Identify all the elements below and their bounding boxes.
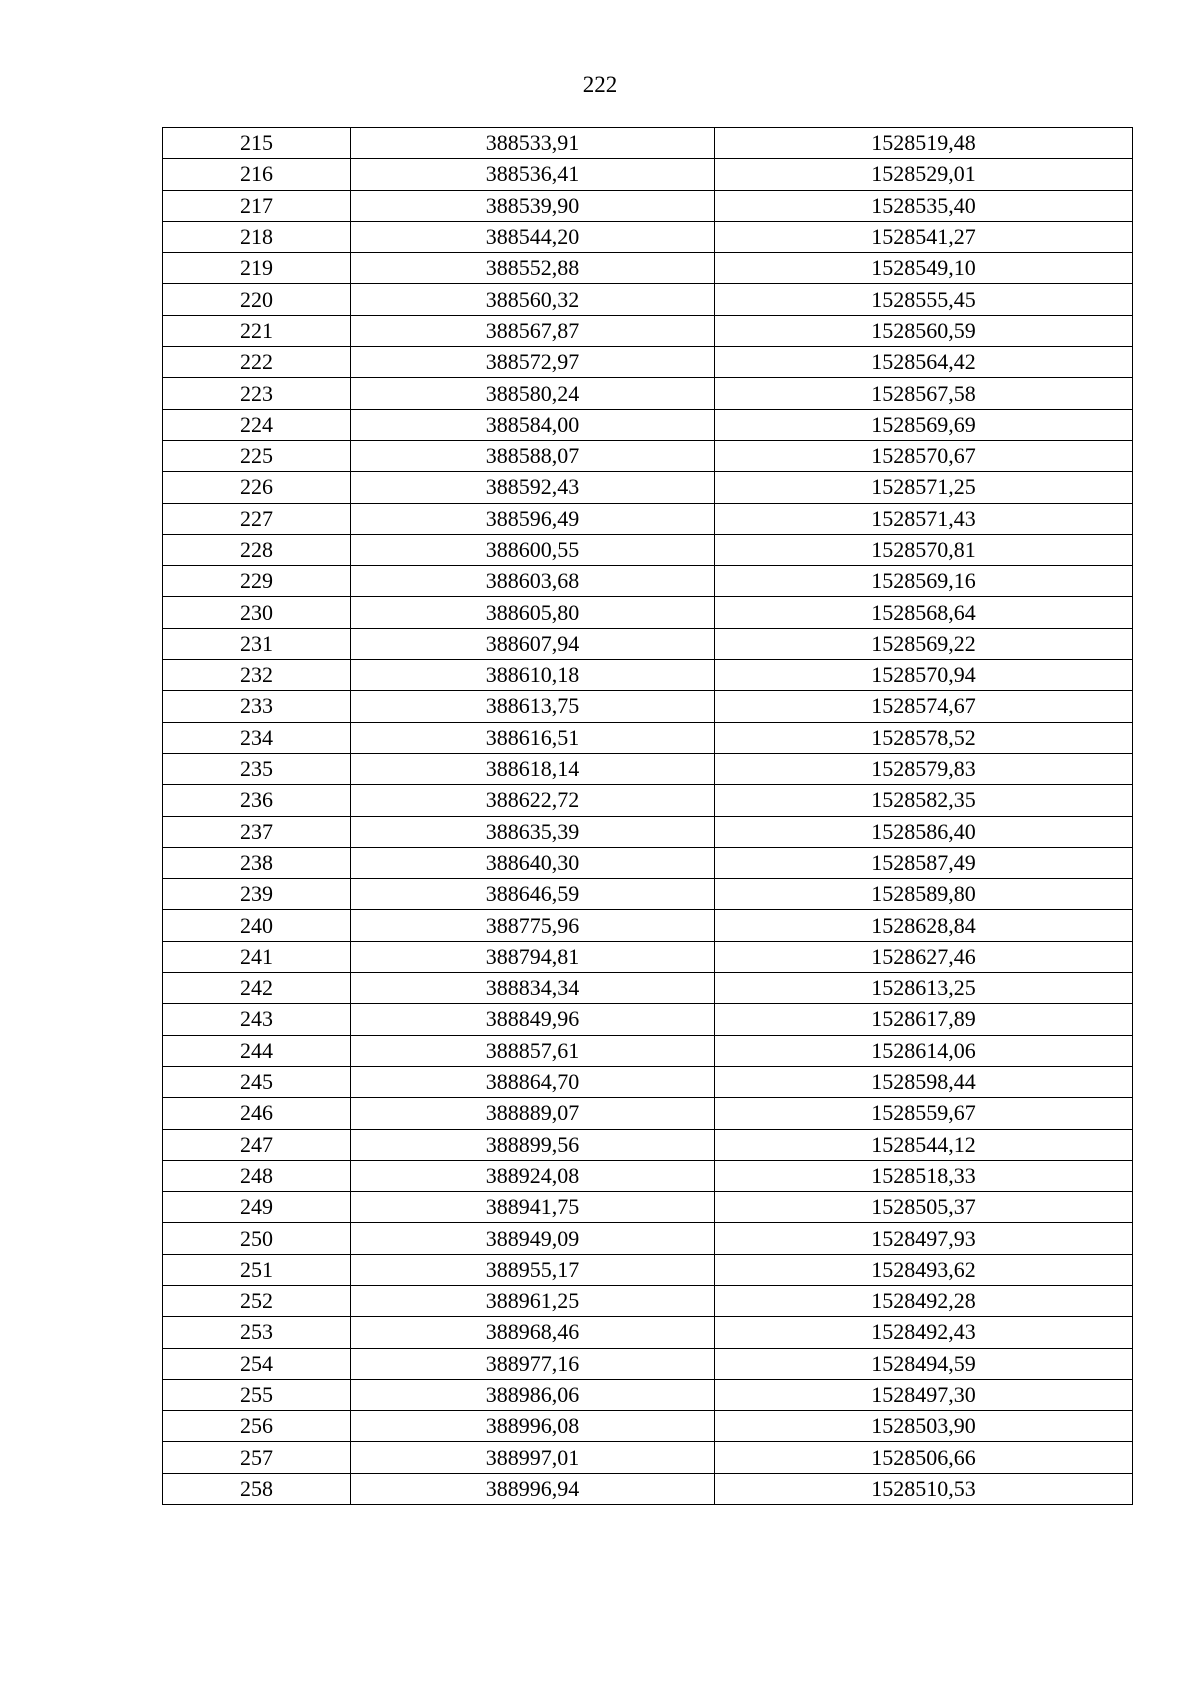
y-coordinate-cell: 1528578,52 (715, 722, 1133, 753)
x-coordinate-cell: 388996,94 (351, 1473, 715, 1504)
point-number-cell: 221 (163, 315, 351, 346)
table-row (163, 566, 1133, 597)
x-coordinate-cell: 388544,20 (351, 221, 715, 252)
y-coordinate-cell: 1528568,64 (715, 597, 1133, 628)
table-row (163, 1254, 1133, 1285)
point-number-cell: 229 (163, 566, 351, 597)
table-row (163, 1473, 1133, 1504)
y-coordinate-cell: 1528579,83 (715, 753, 1133, 784)
table-row (163, 1348, 1133, 1379)
point-number-cell: 246 (163, 1098, 351, 1129)
table-row (163, 1098, 1133, 1129)
x-coordinate-cell: 388794,81 (351, 941, 715, 972)
table-row (163, 879, 1133, 910)
x-coordinate-cell: 388640,30 (351, 847, 715, 878)
table-row (163, 1004, 1133, 1035)
y-coordinate-cell: 1528569,22 (715, 628, 1133, 659)
table-row (163, 847, 1133, 878)
x-coordinate-cell: 388618,14 (351, 753, 715, 784)
x-coordinate-cell: 388849,96 (351, 1004, 715, 1035)
point-number-cell: 218 (163, 221, 351, 252)
y-coordinate-cell: 1528569,69 (715, 409, 1133, 440)
y-coordinate-cell: 1528571,43 (715, 503, 1133, 534)
x-coordinate-cell: 388857,61 (351, 1035, 715, 1066)
point-number-cell: 232 (163, 660, 351, 691)
x-coordinate-cell: 388610,18 (351, 660, 715, 691)
x-coordinate-cell: 388539,90 (351, 190, 715, 221)
y-coordinate-cell: 1528505,37 (715, 1192, 1133, 1223)
x-coordinate-cell: 388968,46 (351, 1317, 715, 1348)
x-coordinate-cell: 388996,08 (351, 1411, 715, 1442)
point-number-cell: 223 (163, 378, 351, 409)
point-number-cell: 217 (163, 190, 351, 221)
point-number-cell: 236 (163, 785, 351, 816)
point-number-cell: 228 (163, 534, 351, 565)
point-number-cell: 243 (163, 1004, 351, 1035)
table-row (163, 378, 1133, 409)
x-coordinate-cell: 388977,16 (351, 1348, 715, 1379)
y-coordinate-cell: 1528586,40 (715, 816, 1133, 847)
y-coordinate-cell: 1528518,33 (715, 1160, 1133, 1191)
point-number-cell: 247 (163, 1129, 351, 1160)
table-row (163, 190, 1133, 221)
table-row (163, 409, 1133, 440)
x-coordinate-cell: 388572,97 (351, 347, 715, 378)
y-coordinate-cell: 1528582,35 (715, 785, 1133, 816)
y-coordinate-cell: 1528564,42 (715, 347, 1133, 378)
x-coordinate-cell: 388613,75 (351, 691, 715, 722)
table-row (163, 816, 1133, 847)
x-coordinate-cell: 388635,39 (351, 816, 715, 847)
point-number-cell: 239 (163, 879, 351, 910)
table-row (163, 691, 1133, 722)
point-number-cell: 230 (163, 597, 351, 628)
y-coordinate-cell: 1528529,01 (715, 159, 1133, 190)
x-coordinate-cell: 388552,88 (351, 253, 715, 284)
point-number-cell: 245 (163, 1066, 351, 1097)
table-row (163, 722, 1133, 753)
y-coordinate-cell: 1528571,25 (715, 472, 1133, 503)
point-number-cell: 226 (163, 472, 351, 503)
y-coordinate-cell: 1528494,59 (715, 1348, 1133, 1379)
table-row (163, 347, 1133, 378)
x-coordinate-cell: 388924,08 (351, 1160, 715, 1191)
x-coordinate-cell: 388616,51 (351, 722, 715, 753)
y-coordinate-cell: 1528549,10 (715, 253, 1133, 284)
y-coordinate-cell: 1528587,49 (715, 847, 1133, 878)
table-row (163, 128, 1133, 159)
point-number-cell: 249 (163, 1192, 351, 1223)
point-number-cell: 224 (163, 409, 351, 440)
y-coordinate-cell: 1528613,25 (715, 973, 1133, 1004)
point-number-cell: 256 (163, 1411, 351, 1442)
y-coordinate-cell: 1528598,44 (715, 1066, 1133, 1097)
y-coordinate-cell: 1528570,67 (715, 440, 1133, 471)
y-coordinate-cell: 1528617,89 (715, 1004, 1133, 1035)
table-row (163, 628, 1133, 659)
y-coordinate-cell: 1528506,66 (715, 1442, 1133, 1473)
x-coordinate-cell: 388596,49 (351, 503, 715, 534)
x-coordinate-cell: 388584,00 (351, 409, 715, 440)
point-number-cell: 225 (163, 440, 351, 471)
point-number-cell: 242 (163, 973, 351, 1004)
x-coordinate-cell: 388864,70 (351, 1066, 715, 1097)
point-number-cell: 233 (163, 691, 351, 722)
point-number-cell: 231 (163, 628, 351, 659)
table-row (163, 440, 1133, 471)
y-coordinate-cell: 1528535,40 (715, 190, 1133, 221)
point-number-cell: 227 (163, 503, 351, 534)
x-coordinate-cell: 388600,55 (351, 534, 715, 565)
table-row (163, 1379, 1133, 1410)
y-coordinate-cell: 1528589,80 (715, 879, 1133, 910)
table-row (163, 253, 1133, 284)
table-row (163, 910, 1133, 941)
x-coordinate-cell: 388961,25 (351, 1285, 715, 1316)
point-number-cell: 237 (163, 816, 351, 847)
x-coordinate-cell: 388775,96 (351, 910, 715, 941)
table-row (163, 1223, 1133, 1254)
x-coordinate-cell: 388580,24 (351, 378, 715, 409)
table-row (163, 1066, 1133, 1097)
point-number-cell: 258 (163, 1473, 351, 1504)
point-number-cell: 241 (163, 941, 351, 972)
x-coordinate-cell: 388560,32 (351, 284, 715, 315)
point-number-cell: 222 (163, 347, 351, 378)
x-coordinate-cell: 388592,43 (351, 472, 715, 503)
table-row (163, 1442, 1133, 1473)
y-coordinate-cell: 1528503,90 (715, 1411, 1133, 1442)
table-row (163, 534, 1133, 565)
table-row (163, 1192, 1133, 1223)
table-row (163, 941, 1133, 972)
y-coordinate-cell: 1528570,81 (715, 534, 1133, 565)
point-number-cell: 257 (163, 1442, 351, 1473)
table-row (163, 785, 1133, 816)
table-row (163, 1317, 1133, 1348)
y-coordinate-cell: 1528569,16 (715, 566, 1133, 597)
coordinates-table-body (163, 128, 1133, 1505)
table-row (163, 503, 1133, 534)
point-number-cell: 255 (163, 1379, 351, 1410)
point-number-cell: 252 (163, 1285, 351, 1316)
point-number-cell: 248 (163, 1160, 351, 1191)
table-row (163, 1160, 1133, 1191)
y-coordinate-cell: 1528567,58 (715, 378, 1133, 409)
x-coordinate-cell: 388607,94 (351, 628, 715, 659)
x-coordinate-cell: 388588,07 (351, 440, 715, 471)
table-row (163, 1129, 1133, 1160)
table-row (163, 284, 1133, 315)
y-coordinate-cell: 1528492,28 (715, 1285, 1133, 1316)
x-coordinate-cell: 388622,72 (351, 785, 715, 816)
point-number-cell: 234 (163, 722, 351, 753)
y-coordinate-cell: 1528614,06 (715, 1035, 1133, 1066)
y-coordinate-cell: 1528544,12 (715, 1129, 1133, 1160)
table-row (163, 597, 1133, 628)
y-coordinate-cell: 1528497,30 (715, 1379, 1133, 1410)
x-coordinate-cell: 388949,09 (351, 1223, 715, 1254)
x-coordinate-cell: 388834,34 (351, 973, 715, 1004)
point-number-cell: 251 (163, 1254, 351, 1285)
y-coordinate-cell: 1528492,43 (715, 1317, 1133, 1348)
x-coordinate-cell: 388567,87 (351, 315, 715, 346)
y-coordinate-cell: 1528627,46 (715, 941, 1133, 972)
x-coordinate-cell: 388997,01 (351, 1442, 715, 1473)
y-coordinate-cell: 1528510,53 (715, 1473, 1133, 1504)
y-coordinate-cell: 1528519,48 (715, 128, 1133, 159)
table-row (163, 973, 1133, 1004)
x-coordinate-cell: 388603,68 (351, 566, 715, 597)
point-number-cell: 219 (163, 253, 351, 284)
point-number-cell: 220 (163, 284, 351, 315)
table-row (163, 1035, 1133, 1066)
x-coordinate-cell: 388986,06 (351, 1379, 715, 1410)
y-coordinate-cell: 1528560,59 (715, 315, 1133, 346)
y-coordinate-cell: 1528574,67 (715, 691, 1133, 722)
y-coordinate-cell: 1528497,93 (715, 1223, 1133, 1254)
x-coordinate-cell: 388646,59 (351, 879, 715, 910)
table-row (163, 472, 1133, 503)
table-row (163, 660, 1133, 691)
point-number-cell: 238 (163, 847, 351, 878)
x-coordinate-cell: 388536,41 (351, 159, 715, 190)
table-row (163, 1285, 1133, 1316)
table-row (163, 315, 1133, 346)
page-number: 222 (582, 72, 618, 97)
point-number-cell: 216 (163, 159, 351, 190)
x-coordinate-cell: 388899,56 (351, 1129, 715, 1160)
table-row (163, 159, 1133, 190)
point-number-cell: 250 (163, 1223, 351, 1254)
point-number-cell: 240 (163, 910, 351, 941)
y-coordinate-cell: 1528555,45 (715, 284, 1133, 315)
x-coordinate-cell: 388889,07 (351, 1098, 715, 1129)
y-coordinate-cell: 1528541,27 (715, 221, 1133, 252)
point-number-cell: 235 (163, 753, 351, 784)
y-coordinate-cell: 1528493,62 (715, 1254, 1133, 1285)
x-coordinate-cell: 388955,17 (351, 1254, 715, 1285)
y-coordinate-cell: 1528628,84 (715, 910, 1133, 941)
table-row (163, 221, 1133, 252)
point-number-cell: 254 (163, 1348, 351, 1379)
point-number-cell: 215 (163, 128, 351, 159)
table-row (163, 1411, 1133, 1442)
point-number-cell: 244 (163, 1035, 351, 1066)
table-row (163, 753, 1133, 784)
x-coordinate-cell: 388941,75 (351, 1192, 715, 1223)
y-coordinate-cell: 1528559,67 (715, 1098, 1133, 1129)
y-coordinate-cell: 1528570,94 (715, 660, 1133, 691)
x-coordinate-cell: 388533,91 (351, 128, 715, 159)
x-coordinate-cell: 388605,80 (351, 597, 715, 628)
point-number-cell: 253 (163, 1317, 351, 1348)
coordinates-table (162, 127, 1133, 1505)
